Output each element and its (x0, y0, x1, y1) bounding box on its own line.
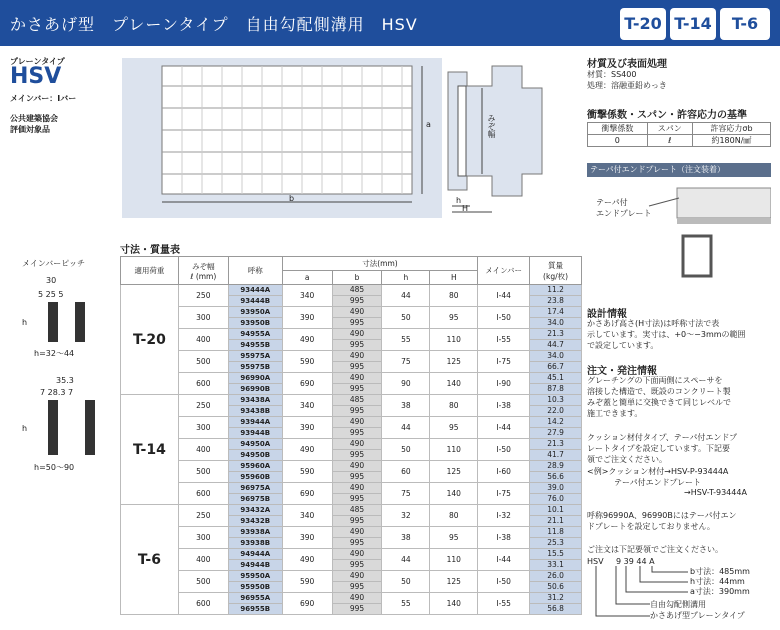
groove-cell: 400 (178, 549, 228, 571)
H-cell: 95 (430, 527, 478, 549)
code-hsv: HSV (587, 557, 604, 566)
code-cell: 93438A (228, 395, 282, 406)
cert-line-1: 公共建築協会 (10, 114, 58, 123)
code-a: a寸法：390mm (690, 587, 750, 596)
mass-cell: 34.0 (530, 351, 582, 362)
groove-cell: 600 (178, 483, 228, 505)
order-line-2: 溶接した構造で、既設のコンクリート製 (587, 387, 731, 396)
b-cell: 490 (332, 593, 382, 604)
dim-groove: みぞ幅 (487, 114, 496, 138)
b-cell: 490 (332, 439, 382, 450)
badge-t14: T-14 (670, 8, 716, 40)
groove-cell: 600 (178, 373, 228, 395)
code-num: 9 39 44 A (616, 557, 655, 566)
table-row (121, 593, 582, 604)
a-cell: 590 (282, 571, 332, 593)
mass-cell: 66.7 (530, 362, 582, 373)
mass-cell: 34.0 (530, 318, 582, 329)
order-line-4: 施工できます。 (587, 409, 643, 418)
b-cell: 995 (332, 406, 382, 417)
table-row (121, 527, 582, 538)
taper-label-1: テーパ付 (596, 198, 628, 207)
design-line-3: で設定しています。 (587, 341, 659, 350)
groove-cell: 250 (178, 285, 228, 307)
h-cell: 38 (382, 395, 430, 417)
code-cell: 95975A (228, 351, 282, 362)
b-cell: 490 (332, 307, 382, 318)
code-cell: 96975B (228, 494, 282, 505)
load-cell: T-20 (121, 285, 179, 395)
code-intro: ご注文は下記要領でご注文ください。 (587, 545, 723, 554)
pitch1-range: h=32〜44 (34, 349, 75, 358)
H-cell: 140 (430, 483, 478, 505)
th-h: h (382, 271, 430, 285)
code-h: h寸法：44mm (690, 577, 745, 586)
mass-cell: 11.2 (530, 285, 582, 296)
mass-cell: 50.6 (530, 582, 582, 593)
H-cell: 140 (430, 373, 478, 395)
code-cell: 93444B (228, 296, 282, 307)
b-cell: 995 (332, 384, 382, 395)
order-line-1: グレーチングの下面両側にスペーサを (587, 376, 723, 385)
material-line-1: 材質：SS400 (587, 70, 637, 79)
grating-svg (122, 58, 582, 218)
code-cell: 93944B (228, 428, 282, 439)
code-cell: 96990A (228, 373, 282, 384)
mass-cell: 25.3 (530, 538, 582, 549)
code-cell: 93950B (228, 318, 282, 329)
code-cell: 94950B (228, 450, 282, 461)
groove-cell: 500 (178, 571, 228, 593)
pitch1-width: 30 (46, 276, 57, 285)
b-cell: 995 (332, 494, 382, 505)
table-row (121, 329, 582, 340)
code-b: b寸法：485mm (690, 567, 750, 576)
b-cell: 490 (332, 527, 382, 538)
mass-cell: 56.8 (530, 604, 582, 615)
H-cell: 80 (430, 505, 478, 527)
groove-cell: 300 (178, 527, 228, 549)
mass-cell: 44.7 (530, 340, 582, 351)
b-cell: 485 (332, 395, 382, 406)
b-cell: 995 (332, 318, 382, 329)
impact-val-3: 約180N/㎟ (692, 135, 770, 147)
code-cell: 94955B (228, 340, 282, 351)
H-cell: 110 (430, 439, 478, 461)
table-row (121, 395, 582, 406)
cushion-line-3: 領でご注文ください。 (587, 455, 667, 464)
code-cell: 93950A (228, 307, 282, 318)
table-row (121, 307, 582, 318)
table-row (121, 439, 582, 450)
table-row (121, 351, 582, 362)
mass-cell: 14.2 (530, 417, 582, 428)
a-cell: 340 (282, 285, 332, 307)
mainbar-cell: I-38 (478, 395, 530, 417)
h-cell: 44 (382, 285, 430, 307)
groove-cell: 250 (178, 505, 228, 527)
spec-table (120, 256, 582, 615)
h-cell: 44 (382, 417, 430, 439)
table-row (121, 549, 582, 560)
code-cell: 93938B (228, 538, 282, 549)
code-cell: 96990B (228, 384, 282, 395)
material-title: 材質及び表面処理 (587, 59, 667, 70)
b-cell: 995 (332, 472, 382, 483)
mass-cell: 39.0 (530, 483, 582, 494)
groove-cell: 300 (178, 307, 228, 329)
pitch1-h: h (22, 318, 28, 327)
th-H: H (430, 271, 478, 285)
code-cell: 93432A (228, 505, 282, 516)
taper-diagram (587, 178, 771, 288)
b-cell: 490 (332, 461, 382, 472)
th-load: 適用荷重 (121, 257, 179, 285)
H-cell: 125 (430, 571, 478, 593)
groove-cell: 400 (178, 439, 228, 461)
a-cell: 490 (282, 329, 332, 351)
impact-head-1: 衝撃係数 (588, 123, 648, 135)
mainbar-cell: I-38 (478, 527, 530, 549)
b-cell: 995 (332, 296, 382, 307)
groove-cell: 250 (178, 395, 228, 417)
mainbar-cell: I-50 (478, 307, 530, 329)
b-cell: 995 (332, 560, 382, 571)
main-bar-label: メインバー：Iバー (10, 94, 77, 103)
code-cell: 96975A (228, 483, 282, 494)
design-line-1: かさあげ高さ(H寸法)は呼称寸法で表 (587, 319, 720, 328)
b-cell: 995 (332, 428, 382, 439)
mass-cell: 28.9 (530, 461, 582, 472)
a-cell: 690 (282, 483, 332, 505)
a-cell: 390 (282, 527, 332, 549)
code-cell: 94955A (228, 329, 282, 340)
b-cell: 490 (332, 329, 382, 340)
mainbar-cell: I-75 (478, 483, 530, 505)
mainbar-cell: I-32 (478, 505, 530, 527)
H-cell: 110 (430, 549, 478, 571)
impact-head-2: スパン (647, 123, 692, 135)
code-cell: 95950A (228, 571, 282, 582)
mass-cell: 31.2 (530, 593, 582, 604)
table-title: 寸法・質量表 (120, 245, 180, 256)
mainbar-cell: I-44 (478, 285, 530, 307)
order-line-3: みぞ蓋と簡単に交換できて同じレベルで (587, 398, 731, 407)
a-cell: 390 (282, 417, 332, 439)
mass-cell: 45.1 (530, 373, 582, 384)
h-cell: 32 (382, 505, 430, 527)
b-cell: 995 (332, 604, 382, 615)
h-cell: 75 (382, 351, 430, 373)
impact-table (587, 122, 771, 147)
mass-cell: 56.6 (530, 472, 582, 483)
mass-cell: 87.8 (530, 384, 582, 395)
mass-cell: 76.0 (530, 494, 582, 505)
th-name: 呼称 (228, 257, 282, 285)
mass-cell: 21.3 (530, 439, 582, 450)
code-label-2: かさあげ型プレーンタイプ (650, 611, 745, 620)
pitch2-width: 35.3 (56, 376, 74, 385)
h-cell: 55 (382, 593, 430, 615)
design-line-2: 示しています。実寸は、+0〜−3mmの範囲 (587, 330, 746, 339)
th-b: b (332, 271, 382, 285)
mass-cell: 10.3 (530, 395, 582, 406)
b-cell: 490 (332, 373, 382, 384)
h-cell: 38 (382, 527, 430, 549)
table-row (121, 417, 582, 428)
product-name: HSV (10, 64, 62, 89)
table-row (121, 571, 582, 582)
pitch1-sub: 5 25 5 (38, 290, 64, 299)
material-line-2: 処理：溶融亜鉛めっき (587, 81, 667, 90)
code-label-1: 自由勾配側溝用 (650, 600, 706, 609)
a-cell: 340 (282, 395, 332, 417)
mass-cell: 23.8 (530, 296, 582, 307)
example-1: <例>クッション材付→HSV-P-93444A (587, 467, 729, 476)
th-mass: 質量 (kg/枚) (530, 257, 582, 285)
b-cell: 995 (332, 450, 382, 461)
b-cell: 995 (332, 538, 382, 549)
pitch1-diagram (30, 300, 100, 345)
mass-cell: 41.7 (530, 450, 582, 461)
pitch2-sub: 7 28.3 7 (40, 388, 74, 397)
a-cell: 490 (282, 439, 332, 461)
mass-cell: 26.0 (530, 571, 582, 582)
code-cell: 96955B (228, 604, 282, 615)
load-cell: T-6 (121, 505, 179, 615)
groove-cell: 500 (178, 351, 228, 373)
mass-cell: 15.5 (530, 549, 582, 560)
a-cell: 590 (282, 351, 332, 373)
b-cell: 490 (332, 549, 382, 560)
a-cell: 690 (282, 373, 332, 395)
th-a: a (282, 271, 332, 285)
H-cell: 110 (430, 329, 478, 351)
mainbar-cell: I-60 (478, 461, 530, 483)
code-cell: 93944A (228, 417, 282, 428)
code-cell: 94944A (228, 549, 282, 560)
h-cell: 50 (382, 307, 430, 329)
pitch-title: メインバーピッチ (22, 259, 85, 268)
code-cell: 93938A (228, 527, 282, 538)
mainbar-cell: I-55 (478, 593, 530, 615)
groove-cell: 500 (178, 461, 228, 483)
a-cell: 490 (282, 549, 332, 571)
dim-a: a (426, 120, 431, 129)
b-cell: 485 (332, 285, 382, 296)
code-cell: 95975B (228, 362, 282, 373)
th-groove: みぞ幅 ℓ (mm) (178, 257, 228, 285)
table-row (121, 373, 582, 384)
pitch2-diagram (30, 398, 110, 458)
mass-cell: 11.8 (530, 527, 582, 538)
dim-b: b (289, 194, 295, 203)
example-3: →HSV-T-93444A (684, 488, 747, 497)
impact-head-3: 許容応力σb (692, 123, 770, 135)
b-cell: 490 (332, 483, 382, 494)
table-row (121, 285, 582, 296)
page-title: かさあげ型 プレーンタイプ 自由勾配側溝用 HSV (10, 15, 418, 34)
H-cell: 95 (430, 307, 478, 329)
pitch2-range: h=50〜90 (34, 463, 75, 472)
mass-cell: 33.1 (530, 560, 582, 571)
H-cell: 95 (430, 417, 478, 439)
h-cell: 50 (382, 571, 430, 593)
a-cell: 340 (282, 505, 332, 527)
design-title: 設計情報 (587, 309, 627, 320)
h-cell: 60 (382, 461, 430, 483)
impact-val-1: 0 (588, 135, 648, 147)
cert-line-2: 評価対象品 (10, 125, 50, 134)
badge-t6: T-6 (720, 8, 770, 40)
code-cell: 93444A (228, 285, 282, 296)
th-dim: 寸法(mm) (282, 257, 478, 271)
cushion-line-1: クッション材付タイプ、テーパ付エンドプ (587, 433, 738, 442)
H-cell: 80 (430, 285, 478, 307)
b-cell: 490 (332, 417, 382, 428)
a-cell: 590 (282, 461, 332, 483)
note-line-1: 呼称96990A、96990Bにはテーパ付エン (587, 511, 737, 520)
table-row (121, 505, 582, 516)
dim-h: h (456, 196, 462, 205)
mainbar-cell: I-44 (478, 417, 530, 439)
code-cell: 94944B (228, 560, 282, 571)
code-cell: 94950A (228, 439, 282, 450)
H-cell: 140 (430, 593, 478, 615)
mainbar-cell: I-90 (478, 373, 530, 395)
badge-t20: T-20 (620, 8, 666, 40)
load-cell: T-14 (121, 395, 179, 505)
taper-label-2: エンドプレート (596, 209, 652, 218)
h-cell: 50 (382, 439, 430, 461)
code-cell: 96955A (228, 593, 282, 604)
code-cell: 95960B (228, 472, 282, 483)
b-cell: 995 (332, 340, 382, 351)
th-main: メインバー (478, 257, 530, 285)
a-cell: 390 (282, 307, 332, 329)
H-cell: 80 (430, 395, 478, 417)
code-cell: 95950B (228, 582, 282, 593)
code-cell: 93438B (228, 406, 282, 417)
taper-bar: テーパ付エンドプレート（注文装着） (587, 163, 771, 177)
dim-H: H (462, 204, 469, 213)
code-cell: 95960A (228, 461, 282, 472)
groove-cell: 400 (178, 329, 228, 351)
b-cell: 490 (332, 351, 382, 362)
b-cell: 995 (332, 516, 382, 527)
mass-cell: 10.1 (530, 505, 582, 516)
mainbar-cell: I-44 (478, 549, 530, 571)
mass-cell: 21.3 (530, 329, 582, 340)
h-cell: 90 (382, 373, 430, 395)
order-title: 注文・発注情報 (587, 366, 657, 377)
table-row (121, 461, 582, 472)
note-line-2: ドプレートを設定しておりません。 (587, 522, 715, 531)
mass-cell: 27.9 (530, 428, 582, 439)
mass-cell: 22.0 (530, 406, 582, 417)
page-header (0, 0, 780, 46)
h-cell: 75 (382, 483, 430, 505)
groove-cell: 600 (178, 593, 228, 615)
h-cell: 55 (382, 329, 430, 351)
H-cell: 125 (430, 461, 478, 483)
example-2: テーパ付エンドプレート (614, 478, 702, 487)
b-cell: 485 (332, 505, 382, 516)
mass-cell: 21.1 (530, 516, 582, 527)
mass-cell: 17.4 (530, 307, 582, 318)
mainbar-cell: I-50 (478, 571, 530, 593)
b-cell: 995 (332, 582, 382, 593)
a-cell: 690 (282, 593, 332, 615)
code-cell: 93432B (228, 516, 282, 527)
H-cell: 125 (430, 351, 478, 373)
h-cell: 44 (382, 549, 430, 571)
type-label: プレーンタイプ (10, 57, 65, 66)
table-row (121, 483, 582, 494)
pitch2-h: h (22, 424, 28, 433)
groove-cell: 300 (178, 417, 228, 439)
cushion-line-2: レートタイプを設定しています。下記要 (587, 444, 730, 453)
b-cell: 995 (332, 362, 382, 373)
impact-title: 衝撃係数・スパン・許容応力の基準 (587, 110, 747, 121)
impact-val-2: ℓ (647, 135, 692, 147)
mainbar-cell: I-75 (478, 351, 530, 373)
mainbar-cell: I-55 (478, 329, 530, 351)
mainbar-cell: I-50 (478, 439, 530, 461)
b-cell: 490 (332, 571, 382, 582)
